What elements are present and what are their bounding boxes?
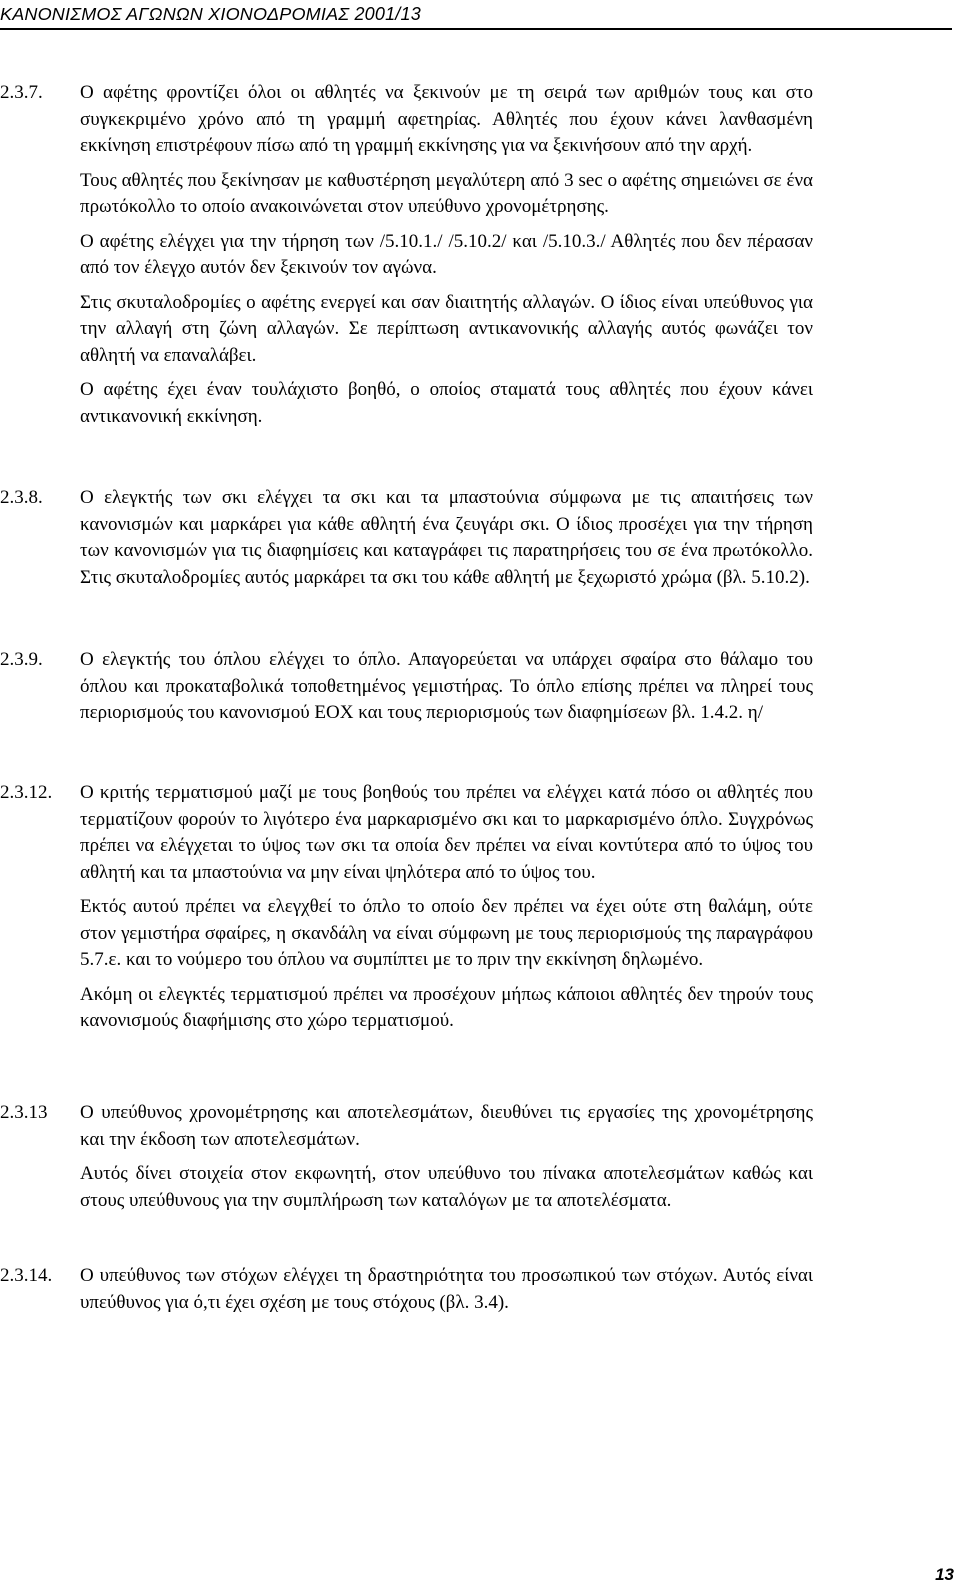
paragraph: Ο ελεγκτής των σκι ελέγχει τα σκι και τα μπαστούνια σύμφωνα με τις απαιτήσεις των κανονισμών και μαρκάρει για κάθε αθλητή ένα ζευγάρι σκι. Ο ίδιος προσέχει για την τήρηση των κανονισμών για τις διαφημίσεις και καταγράφει τις παρατηρήσεις του σε ένα πρωτόκολλο. Στις σκυταλοδρομίες αυτός μαρκάρει τα σκι του κάθε αθλητή με ξεχωριστό χρώμα (βλ. 5.10.2). [80, 487, 813, 588]
section-number: 2.3.9. [0, 649, 43, 670]
paragraph: Στις σκυταλοδρομίες ο αφέτης ενεργεί και σαν διαιτητής αλλαγών. Ο ίδιος είναι υπεύθυνος για την αλλαγή στη ζώνη αλλαγών. Σε περίπτωση αντικανονικής αλλαγής αυτός φωνάζει τον αθλητή να επαναλάβει. [80, 291, 813, 366]
paragraph: Ο αφέτης έχει έναν τουλάχιστο βοηθό, ο οποίος σταματά τους αθλητές που έχουν κάνει αντικανονική εκκίνηση. [80, 379, 813, 427]
section-body [80, 1100, 813, 1222]
section-number: 2.3.12. [0, 782, 53, 803]
header-title: ΚΑΝΟΝΙΣΜΟΣ ΑΓΩΝΩΝ ΧΙΟΝΟΔΡΟΜΙΑΣ 2001/13 [0, 4, 421, 24]
section-number: 2.3.7. [0, 82, 43, 103]
paragraph: Ο υπεύθυνος των στόχων ελέγχει τη δραστηριότητα του προσωπικού των στόχων. Αυτός είναι υπεύθυνος για ό,τι έχει σχέση με τους στόχους (βλ. 3.4). [80, 1265, 813, 1313]
paragraph: Ο ελεγκτής του όπλου ελέγχει το όπλο. Απαγορεύεται να υπάρχει σφαίρα στο θάλαμο του όπλου και προκαταβολικά τοποθετημένος γεμιστήρας. Το όπλο επίσης πρέπει να πληρεί τους περιορισμούς του κανονισμού ΕΟΧ και τους περιορισμούς των διαφημίσεων βλ. 1.4.2. η/ [80, 649, 813, 723]
page-header [0, 0, 960, 30]
section-body [80, 647, 813, 735]
section-number: 2.3.8. [0, 487, 43, 508]
section-number: 2.3.13 [0, 1102, 48, 1123]
paragraph: Ο κριτής τερματισμού μαζί με τους βοηθούς του πρέπει να ελέγχει κατά πόσο οι αθλητές που τερματίζουν φορούν το λιγότερο ένα μαρκαρισμένο σκι και το μαρκαρισμένο όπλο. Συγχρόνως πρέπει να ελέγχεται το ύψος των σκι τα οποία δεν πρέπει να είναι κοντύτερα από το ύψος του αθλητή και τα μπαστούνια να μην είναι ψηλότερα από το ύψος του. [80, 782, 813, 883]
paragraph: Ο υπεύθυνος χρονομέτρησης και αποτελεσμάτων, διευθύνει τις εργασίες της χρονομέτρησης και την έκδοση των αποτελεσμάτων. [80, 1102, 813, 1150]
paragraph: Ο αφέτης ελέγχει για την τήρηση των /5.10.1./ /5.10.2/ και /5.10.3./ Αθλητές που δεν πέρασαν από τον έλεγχο αυτόν δεν ξεκινούν τον αγώνα. [80, 230, 813, 278]
section-number: 2.3.14. [0, 1265, 53, 1286]
header-rule [0, 28, 952, 30]
paragraph: Ακόμη οι ελεγκτές τερματισμού πρέπει να προσέχουν μήπως κάποιοι αθλητές δεν τηρούν τους κανονισμούς διαφήμισης στο χώρο τερματισμού. [80, 983, 813, 1031]
paragraph: Εκτός αυτού πρέπει να ελεγχθεί το όπλο το οποίο δεν πρέπει να έχει ούτε στη θαλάμη, ούτε στον γεμιστήρα σφαίρες, η σκανδάλη να είναι σύμφωνη με τους περιορισμούς της παραγράφου 5.7.ε. και το νούμερο του όπλου να συμπίπτει με το πριν την εκκίνηση δηλωμένο. [80, 896, 813, 970]
section-body [80, 80, 813, 438]
paragraph: Αυτός δίνει στοιχεία στον εκφωνητή, στον υπεύθυνο του πίνακα αποτελεσμάτων καθώς και στους υπεύθυνους για την συμπλήρωση των καταλόγων με τα αποτελέσματα. [80, 1163, 813, 1211]
paragraph: Τους αθλητές που ξεκίνησαν με καθυστέρηση μεγαλύτερη από 3 sec ο αφέτης σημειώνει σε ένα πρωτόκολλο το οποίο ανακοινώνεται στον υπεύθυνο χρονομέτρησης. [80, 169, 813, 217]
paragraph: Ο αφέτης φροντίζει όλοι οι αθλητές να ξεκινούν με τη σειρά των αριθμών τους και στο συγκεκριμένο χρόνο από τη γραμμή αφετηρίας. Αθλητές που έχουν κάνει λανθασμένη εκκίνηση επιστρέφουν πίσω από τη γραμμή εκκίνησης για να ξεκινήσουν από την αρχή. [80, 82, 813, 156]
section-body [80, 780, 813, 1043]
page-number: 13 [935, 1565, 954, 1584]
section-body [80, 1263, 813, 1324]
section-body [80, 485, 813, 599]
